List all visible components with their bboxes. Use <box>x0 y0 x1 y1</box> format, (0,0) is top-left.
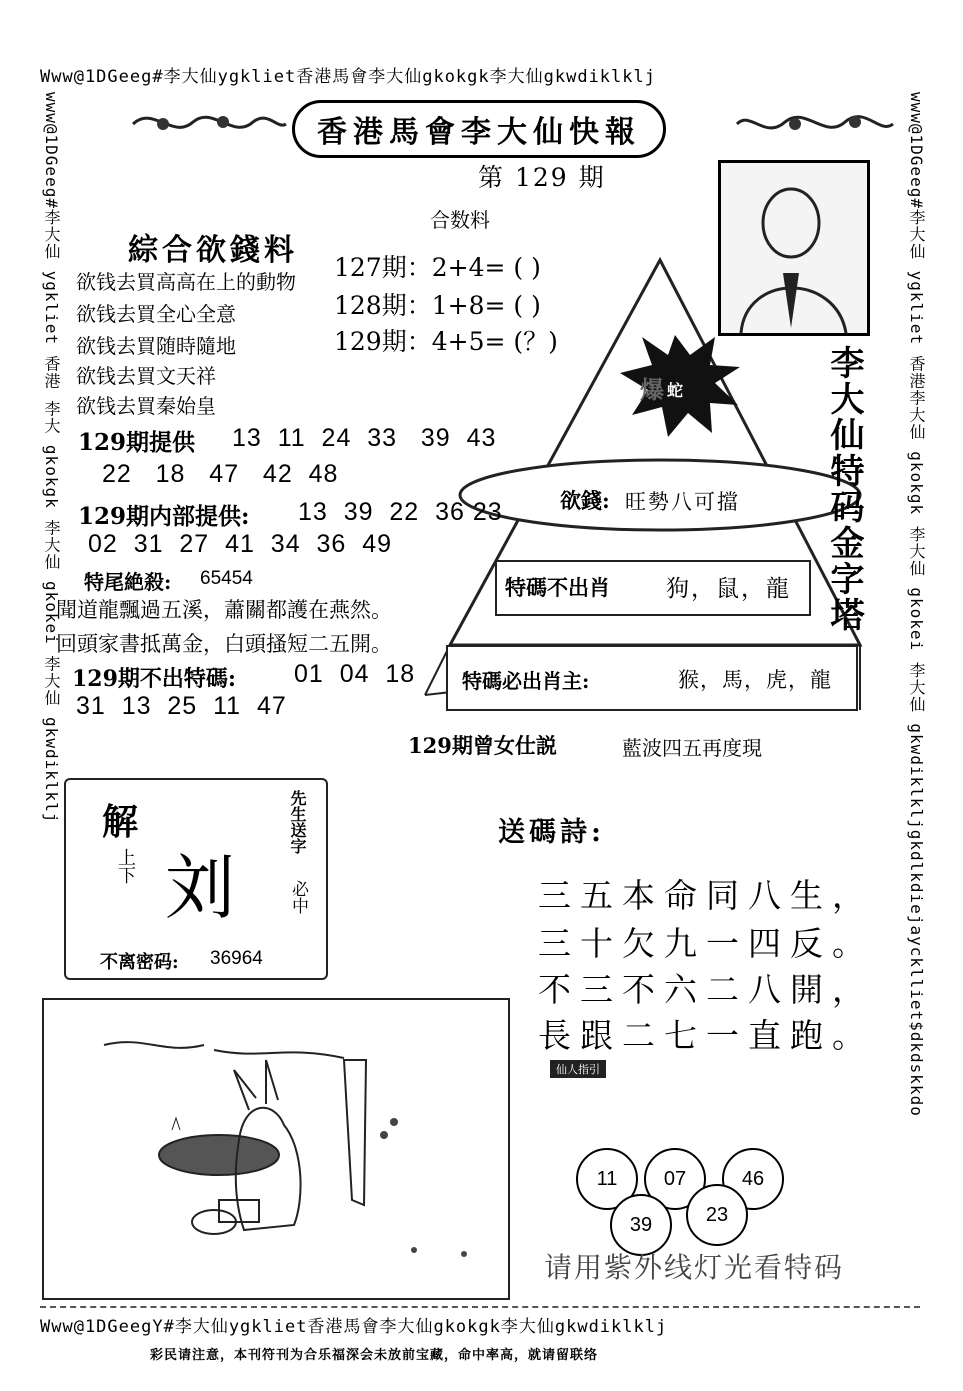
combo-row-129: 129期：4+5= (？) <box>334 327 558 356</box>
no-out-numbers-1: 01 04 18 <box>294 660 416 688</box>
tail-kill-label: 特尾絶殺: <box>84 570 172 594</box>
mrs-zeng-text: 藍波四五再度現 <box>622 736 762 760</box>
ball-39: 39 <box>610 1194 672 1256</box>
wish-label: 欲錢: <box>560 488 610 513</box>
mrs-zeng-label: 129期曾女仕説 <box>408 733 557 758</box>
pyramid-side-title: 李大仙特码金字塔 <box>824 345 864 633</box>
not-out-values: 狗，鼠，龍 <box>666 576 791 602</box>
poem-heading: 送碼詩: <box>498 817 605 848</box>
inner-numbers-2: 02 31 27 41 34 36 49 <box>88 530 393 558</box>
combo-row-128: 128期：1+8= ( ) <box>334 291 541 320</box>
poem-stamp: 仙人指引 <box>550 1060 606 1078</box>
combo-row-127: 127期：2+4= ( ) <box>334 253 541 282</box>
not-out-label: 特碼不出肖 <box>505 575 610 600</box>
top-border-text: Www@1DGeeg#李大仙ygkliet香港馬會李大仙gkokgk李大仙gkwdiklklj <box>40 67 656 87</box>
bottom-divider <box>40 1306 920 1308</box>
puzzle-char: 刘 <box>165 847 235 929</box>
inner-label: 129期内部提供: <box>78 503 250 530</box>
left-ornament-icon <box>128 100 288 148</box>
right-ornament-icon <box>735 100 895 148</box>
riddle-line: 欲钱去買秦始皇 <box>76 394 216 418</box>
riddle-line: 欲钱去買全心全意 <box>76 302 236 326</box>
puzzle-must: 必中 <box>288 880 308 914</box>
provide-label: 129期提供 <box>78 429 196 456</box>
no-out-label: 129期不出特碼: <box>72 666 237 692</box>
bottom-border-text: Www@1DGeegY#李大仙ygkliet香港馬會李大仙gkokgk李大仙gkwdiklklj <box>40 1317 668 1337</box>
poem-line: 三十欠九一四反。 <box>538 924 874 963</box>
provide-numbers-1: 13 11 24 33 39 43 <box>232 424 497 452</box>
combo-label: 合数料 <box>430 208 490 232</box>
poem-line: 長跟二七一直跑。 <box>538 1016 874 1055</box>
ball-11: 11 <box>576 1148 638 1210</box>
provide-numbers-2: 22 18 47 42 48 <box>102 460 339 488</box>
no-out-numbers-2: 31 13 25 11 47 <box>76 692 287 720</box>
must-out-label: 特碼必出肖主: <box>462 669 590 693</box>
verse-line-1: 聞道龍飄過五溪，蕭關都護在燕然。 <box>56 598 392 622</box>
puzzle-code-label: 不离密码: <box>100 952 179 973</box>
uv-note: 请用紫外线灯光看特码 <box>544 1251 845 1284</box>
riddle-line: 欲钱去買随時隨地 <box>76 334 236 358</box>
puzzle-updown: 上下 <box>115 848 136 884</box>
footer-note: 彩民请注意，本刊符刊为合乐福深会未放前宝藏，命中率高，就请留联络 <box>150 1348 599 1363</box>
burst-main-text: 爆 <box>640 375 664 404</box>
must-out-values: 猴，馬，虎，龍 <box>678 668 832 692</box>
wish-text: 旺勢八可擋 <box>625 490 740 514</box>
puzzle-side: 先生送字 <box>288 790 307 854</box>
burst-small-text: 蛇 <box>667 381 684 400</box>
puzzle-jie: 解 <box>102 801 139 843</box>
tail-kill-value: 65454 <box>200 568 253 589</box>
cartoon-box <box>42 998 510 1300</box>
ball-23: 23 <box>686 1184 748 1246</box>
page-title: 香港馬會李大仙快報 <box>292 100 666 158</box>
right-border-text: www@1DGeeg#李大仙 ygkliet 香港李大仙 gkokgk 李大仙 gkokei 李大仙 gkwdiklkljgkdlkdiejaycklliet$dkdskkdo <box>907 92 926 1117</box>
rabbit-illustration-icon <box>44 1000 508 1298</box>
ball-07: 07 <box>644 1148 706 1210</box>
riddle-line: 欲钱去買文天祥 <box>76 364 216 388</box>
riddle-line: 欲钱去買高高在上的動物 <box>76 270 296 294</box>
verse-line-2: 回頭家書抵萬金，白頭搔短二五開。 <box>56 632 392 656</box>
puzzle-code: 36964 <box>210 948 263 969</box>
poem-line: 三五本命同八生， <box>538 876 874 915</box>
ball-46: 46 <box>722 1148 784 1210</box>
riddle-heading: 綜合欲錢料 <box>128 233 298 268</box>
inner-numbers-1: 13 39 22 36 23 <box>298 498 503 526</box>
poem-line: 不三不六二八開， <box>538 970 874 1009</box>
left-border-text: www@1DGeeg#李大仙 ygkliet 香港 李大 gkokgk 李大仙 gkokei 李大仙 gkwdiklklj <box>42 92 61 824</box>
issue-number: 第 129 期 <box>478 163 606 192</box>
